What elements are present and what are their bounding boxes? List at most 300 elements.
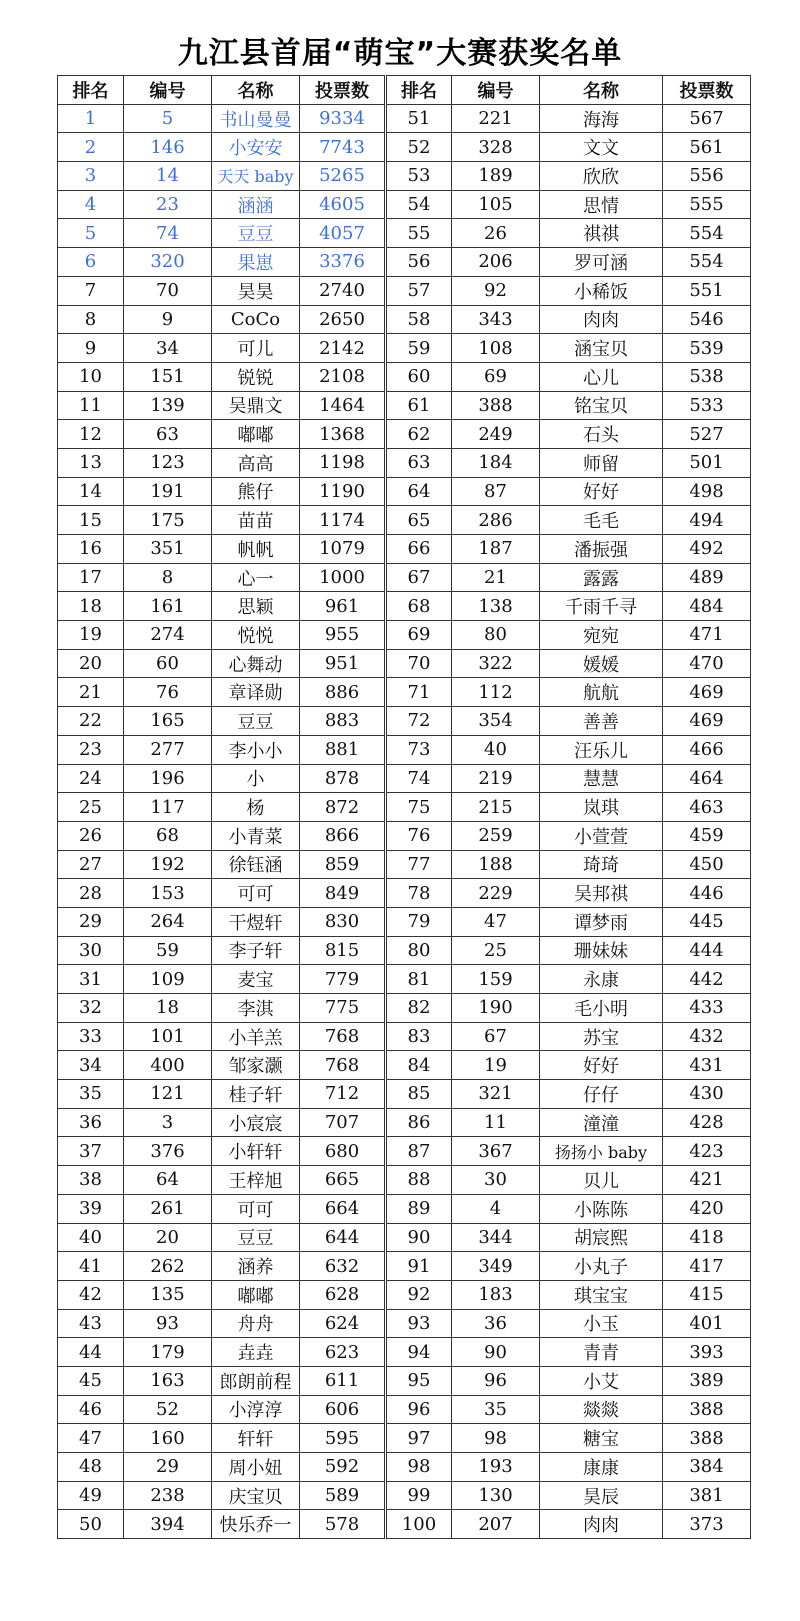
number-cell: 5 (124, 104, 212, 133)
votes-cell: 432 (663, 1022, 751, 1051)
header-votes: 投票数 (663, 76, 751, 105)
votes-cell: 459 (663, 821, 751, 850)
rank-cell: 54 (386, 190, 452, 219)
votes-cell: 2142 (300, 334, 386, 363)
rank-cell: 78 (386, 879, 452, 908)
table-row (58, 821, 751, 850)
name-cell: 嘟嘟 (212, 420, 300, 449)
rank-cell: 66 (386, 535, 452, 564)
votes-cell: 381 (663, 1481, 751, 1510)
name-cell: 快乐乔一 (212, 1510, 300, 1539)
rank-cell: 20 (58, 649, 124, 678)
rank-cell: 100 (386, 1510, 452, 1539)
name-cell: 天天 baby (212, 162, 300, 191)
name-cell: 垚垚 (212, 1338, 300, 1367)
name-cell: 豆豆 (212, 1223, 300, 1252)
number-cell: 34 (124, 334, 212, 363)
votes-cell: 1368 (300, 420, 386, 449)
header-number: 编号 (124, 76, 212, 105)
rank-cell: 85 (386, 1080, 452, 1109)
table-row (58, 1166, 751, 1195)
number-cell: 64 (124, 1166, 212, 1195)
table-row (58, 391, 751, 420)
votes-cell: 489 (663, 563, 751, 592)
votes-cell: 1198 (300, 448, 386, 477)
votes-cell: 556 (663, 162, 751, 191)
table-row (58, 735, 751, 764)
table-row (58, 133, 751, 162)
votes-cell: 466 (663, 735, 751, 764)
number-cell: 67 (452, 1022, 540, 1051)
rank-cell: 91 (386, 1252, 452, 1281)
votes-cell: 421 (663, 1166, 751, 1195)
table-row (58, 334, 751, 363)
rank-cell: 63 (386, 448, 452, 477)
votes-cell: 471 (663, 621, 751, 650)
table-row (58, 1366, 751, 1395)
number-cell: 40 (452, 735, 540, 764)
votes-cell: 951 (300, 649, 386, 678)
rank-cell: 76 (386, 821, 452, 850)
name-cell: 小安安 (212, 133, 300, 162)
header-row (58, 76, 751, 105)
table-row (58, 649, 751, 678)
name-cell: 小宸宸 (212, 1108, 300, 1137)
name-cell: 心儿 (540, 362, 663, 391)
table-row (58, 879, 751, 908)
name-cell: 千雨千寻 (540, 592, 663, 621)
votes-cell: 644 (300, 1223, 386, 1252)
number-cell: 261 (124, 1194, 212, 1223)
votes-cell: 428 (663, 1108, 751, 1137)
number-cell: 20 (124, 1223, 212, 1252)
number-cell: 93 (124, 1309, 212, 1338)
number-cell: 59 (124, 936, 212, 965)
name-cell: 嘟嘟 (212, 1280, 300, 1309)
rank-cell: 81 (386, 965, 452, 994)
votes-cell: 1464 (300, 391, 386, 420)
number-cell: 191 (124, 477, 212, 506)
name-cell: 郎朗前程 (212, 1366, 300, 1395)
name-cell: 苗苗 (212, 506, 300, 535)
number-cell: 8 (124, 563, 212, 592)
table-row (58, 477, 751, 506)
rank-cell: 75 (386, 793, 452, 822)
name-cell: 汪乐儿 (540, 735, 663, 764)
votes-cell: 4605 (300, 190, 386, 219)
number-cell: 262 (124, 1252, 212, 1281)
table-row (58, 448, 751, 477)
number-cell: 123 (124, 448, 212, 477)
votes-cell: 527 (663, 420, 751, 449)
rank-cell: 95 (386, 1366, 452, 1395)
number-cell: 3 (124, 1108, 212, 1137)
name-cell: 媛媛 (540, 649, 663, 678)
name-cell: 罗可涵 (540, 248, 663, 277)
name-cell: 小丸子 (540, 1252, 663, 1281)
votes-cell: 388 (663, 1424, 751, 1453)
name-cell: 李子轩 (212, 936, 300, 965)
votes-cell: 7743 (300, 133, 386, 162)
name-cell: 潘振强 (540, 535, 663, 564)
votes-cell: 680 (300, 1137, 386, 1166)
votes-cell: 9334 (300, 104, 386, 133)
name-cell: 舟舟 (212, 1309, 300, 1338)
name-cell: 思情 (540, 190, 663, 219)
name-cell: 贝儿 (540, 1166, 663, 1195)
number-cell: 36 (452, 1309, 540, 1338)
votes-cell: 554 (663, 248, 751, 277)
votes-cell: 539 (663, 334, 751, 363)
votes-cell: 450 (663, 850, 751, 879)
rank-cell: 19 (58, 621, 124, 650)
votes-cell: 712 (300, 1080, 386, 1109)
number-cell: 163 (124, 1366, 212, 1395)
name-cell: 小萱萱 (540, 821, 663, 850)
votes-cell: 433 (663, 994, 751, 1023)
number-cell: 351 (124, 535, 212, 564)
number-cell: 188 (452, 850, 540, 879)
name-cell: 李淇 (212, 994, 300, 1023)
rank-cell: 40 (58, 1223, 124, 1252)
name-cell: 宛宛 (540, 621, 663, 650)
table-row (58, 793, 751, 822)
rank-cell: 80 (386, 936, 452, 965)
votes-cell: 886 (300, 678, 386, 707)
votes-cell: 2650 (300, 305, 386, 334)
table-row (58, 1080, 751, 1109)
table-row (58, 420, 751, 449)
name-cell: 庆宝贝 (212, 1481, 300, 1510)
votes-cell: 470 (663, 649, 751, 678)
votes-cell: 393 (663, 1338, 751, 1367)
table-row (58, 1453, 751, 1482)
rank-cell: 23 (58, 735, 124, 764)
votes-cell: 955 (300, 621, 386, 650)
number-cell: 343 (452, 305, 540, 334)
votes-cell: 589 (300, 1481, 386, 1510)
rank-cell: 3 (58, 162, 124, 191)
header-rank: 排名 (58, 76, 124, 105)
name-cell: 小艾 (540, 1366, 663, 1395)
rank-cell: 30 (58, 936, 124, 965)
table-row (58, 219, 751, 248)
votes-cell: 492 (663, 535, 751, 564)
number-cell: 187 (452, 535, 540, 564)
name-cell: 谭梦雨 (540, 907, 663, 936)
number-cell: 394 (124, 1510, 212, 1539)
name-cell: 豆豆 (212, 219, 300, 248)
table-row (58, 965, 751, 994)
rank-cell: 52 (386, 133, 452, 162)
name-cell: 涵宝贝 (540, 334, 663, 363)
votes-cell: 446 (663, 879, 751, 908)
number-cell: 87 (452, 477, 540, 506)
name-cell: 杨 (212, 793, 300, 822)
table-row (58, 1194, 751, 1223)
rank-cell: 73 (386, 735, 452, 764)
name-cell: 小稀饭 (540, 276, 663, 305)
table-row (58, 592, 751, 621)
rank-cell: 4 (58, 190, 124, 219)
name-cell: 昊昊 (212, 276, 300, 305)
votes-cell: 768 (300, 1051, 386, 1080)
rank-cell: 82 (386, 994, 452, 1023)
table-row (58, 1280, 751, 1309)
rank-cell: 62 (386, 420, 452, 449)
votes-cell: 592 (300, 1453, 386, 1482)
rank-cell: 25 (58, 793, 124, 822)
rank-cell: 37 (58, 1137, 124, 1166)
number-cell: 320 (124, 248, 212, 277)
votes-cell: 418 (663, 1223, 751, 1252)
number-cell: 192 (124, 850, 212, 879)
rank-cell: 10 (58, 362, 124, 391)
rank-cell: 7 (58, 276, 124, 305)
rank-cell: 17 (58, 563, 124, 592)
votes-cell: 4057 (300, 219, 386, 248)
votes-cell: 423 (663, 1137, 751, 1166)
number-cell: 19 (452, 1051, 540, 1080)
table-row (58, 1338, 751, 1367)
number-cell: 101 (124, 1022, 212, 1051)
rank-cell: 61 (386, 391, 452, 420)
votes-cell: 567 (663, 104, 751, 133)
votes-cell: 445 (663, 907, 751, 936)
votes-cell: 533 (663, 391, 751, 420)
rank-cell: 53 (386, 162, 452, 191)
table-row (58, 248, 751, 277)
name-cell: 小玉 (540, 1309, 663, 1338)
number-cell: 165 (124, 707, 212, 736)
rank-cell: 48 (58, 1453, 124, 1482)
number-cell: 21 (452, 563, 540, 592)
number-cell: 26 (452, 219, 540, 248)
name-cell: 燚燚 (540, 1395, 663, 1424)
header-number: 编号 (452, 76, 540, 105)
votes-cell: 665 (300, 1166, 386, 1195)
number-cell: 367 (452, 1137, 540, 1166)
votes-cell: 389 (663, 1366, 751, 1395)
name-cell: 吴邦祺 (540, 879, 663, 908)
table-row (58, 1481, 751, 1510)
name-cell: 文文 (540, 133, 663, 162)
number-cell: 52 (124, 1395, 212, 1424)
votes-cell: 469 (663, 707, 751, 736)
rank-cell: 70 (386, 649, 452, 678)
number-cell: 349 (452, 1252, 540, 1281)
votes-cell: 1000 (300, 563, 386, 592)
number-cell: 146 (124, 133, 212, 162)
rank-cell: 39 (58, 1194, 124, 1223)
number-cell: 175 (124, 506, 212, 535)
number-cell: 274 (124, 621, 212, 650)
name-cell: 可可 (212, 1194, 300, 1223)
votes-cell: 469 (663, 678, 751, 707)
number-cell: 259 (452, 821, 540, 850)
name-cell: 小轩轩 (212, 1137, 300, 1166)
rank-cell: 55 (386, 219, 452, 248)
rank-cell: 65 (386, 506, 452, 535)
votes-cell: 464 (663, 764, 751, 793)
votes-cell: 878 (300, 764, 386, 793)
number-cell: 151 (124, 362, 212, 391)
votes-cell: 866 (300, 821, 386, 850)
rank-cell: 89 (386, 1194, 452, 1223)
rank-cell: 59 (386, 334, 452, 363)
rank-cell: 77 (386, 850, 452, 879)
votes-cell: 538 (663, 362, 751, 391)
table-row (58, 907, 751, 936)
table-row (58, 104, 751, 133)
name-cell: 小淳淳 (212, 1395, 300, 1424)
table-row (58, 1108, 751, 1137)
number-cell: 117 (124, 793, 212, 822)
rank-cell: 69 (386, 621, 452, 650)
number-cell: 206 (452, 248, 540, 277)
name-cell: 章译勋 (212, 678, 300, 707)
rank-cell: 29 (58, 907, 124, 936)
number-cell: 70 (124, 276, 212, 305)
name-cell: 徐钰涵 (212, 850, 300, 879)
rank-cell: 90 (386, 1223, 452, 1252)
rank-cell: 27 (58, 850, 124, 879)
number-cell: 344 (452, 1223, 540, 1252)
rank-cell: 86 (386, 1108, 452, 1137)
name-cell: 好好 (540, 1051, 663, 1080)
number-cell: 9 (124, 305, 212, 334)
number-cell: 80 (452, 621, 540, 650)
name-cell: 邹家灏 (212, 1051, 300, 1080)
votes-cell: 384 (663, 1453, 751, 1482)
name-cell: 小 (212, 764, 300, 793)
page-title: 九江县首届“萌宝”大赛获奖名单 (177, 36, 623, 71)
rank-cell: 22 (58, 707, 124, 736)
table-row (58, 936, 751, 965)
name-cell: 小羊羔 (212, 1022, 300, 1051)
table-row (58, 850, 751, 879)
rank-cell: 35 (58, 1080, 124, 1109)
rank-cell: 94 (386, 1338, 452, 1367)
number-cell: 25 (452, 936, 540, 965)
table-row (58, 535, 751, 564)
number-cell: 400 (124, 1051, 212, 1080)
votes-cell: 494 (663, 506, 751, 535)
number-cell: 249 (452, 420, 540, 449)
table-row (58, 678, 751, 707)
rank-cell: 12 (58, 420, 124, 449)
rank-cell: 42 (58, 1280, 124, 1309)
number-cell: 193 (452, 1453, 540, 1482)
table-row (58, 506, 751, 535)
header-votes: 投票数 (300, 76, 386, 105)
rank-cell: 31 (58, 965, 124, 994)
number-cell: 183 (452, 1280, 540, 1309)
number-cell: 138 (452, 592, 540, 621)
name-cell: 潼潼 (540, 1108, 663, 1137)
rank-cell: 57 (386, 276, 452, 305)
rank-cell: 74 (386, 764, 452, 793)
rank-cell: 83 (386, 1022, 452, 1051)
header-name: 名称 (212, 76, 300, 105)
number-cell: 92 (452, 276, 540, 305)
votes-cell: 881 (300, 735, 386, 764)
number-cell: 74 (124, 219, 212, 248)
name-cell: 果崽 (212, 248, 300, 277)
votes-cell: 444 (663, 936, 751, 965)
number-cell: 135 (124, 1280, 212, 1309)
name-cell: 铭宝贝 (540, 391, 663, 420)
number-cell: 130 (452, 1481, 540, 1510)
number-cell: 376 (124, 1137, 212, 1166)
rank-cell: 26 (58, 821, 124, 850)
name-cell: 锐锐 (212, 362, 300, 391)
number-cell: 35 (452, 1395, 540, 1424)
rank-cell: 98 (386, 1453, 452, 1482)
rank-cell: 50 (58, 1510, 124, 1539)
number-cell: 277 (124, 735, 212, 764)
number-cell: 18 (124, 994, 212, 1023)
number-cell: 189 (452, 162, 540, 191)
name-cell: 祺祺 (540, 219, 663, 248)
number-cell: 161 (124, 592, 212, 621)
votes-cell: 484 (663, 592, 751, 621)
votes-cell: 415 (663, 1280, 751, 1309)
table-row (58, 1137, 751, 1166)
votes-cell: 578 (300, 1510, 386, 1539)
name-cell: 岚琪 (540, 793, 663, 822)
votes-cell: 1079 (300, 535, 386, 564)
name-cell: 海海 (540, 104, 663, 133)
number-cell: 63 (124, 420, 212, 449)
votes-cell: 501 (663, 448, 751, 477)
name-cell: 航航 (540, 678, 663, 707)
rank-cell: 1 (58, 104, 124, 133)
votes-cell: 664 (300, 1194, 386, 1223)
rank-cell: 87 (386, 1137, 452, 1166)
number-cell: 322 (452, 649, 540, 678)
number-cell: 179 (124, 1338, 212, 1367)
votes-cell: 632 (300, 1252, 386, 1281)
name-cell: 轩轩 (212, 1424, 300, 1453)
name-cell: 熊仔 (212, 477, 300, 506)
table-row (58, 362, 751, 391)
votes-cell: 595 (300, 1424, 386, 1453)
table-row (58, 1309, 751, 1338)
table-row (58, 707, 751, 736)
rank-cell: 72 (386, 707, 452, 736)
name-cell: 心舞动 (212, 649, 300, 678)
votes-cell: 546 (663, 305, 751, 334)
rank-cell: 45 (58, 1366, 124, 1395)
votes-cell: 2740 (300, 276, 386, 305)
votes-cell: 611 (300, 1366, 386, 1395)
name-cell: 书山曼曼 (212, 104, 300, 133)
rank-cell: 8 (58, 305, 124, 334)
table-row (58, 1223, 751, 1252)
table-row (58, 1252, 751, 1281)
number-cell: 215 (452, 793, 540, 822)
name-cell: CoCo (212, 305, 300, 334)
name-cell: 善善 (540, 707, 663, 736)
name-cell: 帆帆 (212, 535, 300, 564)
table-row (58, 1395, 751, 1424)
number-cell: 96 (452, 1366, 540, 1395)
votes-cell: 1174 (300, 506, 386, 535)
number-cell: 184 (452, 448, 540, 477)
name-cell: 小青菜 (212, 821, 300, 850)
name-cell: 师留 (540, 448, 663, 477)
